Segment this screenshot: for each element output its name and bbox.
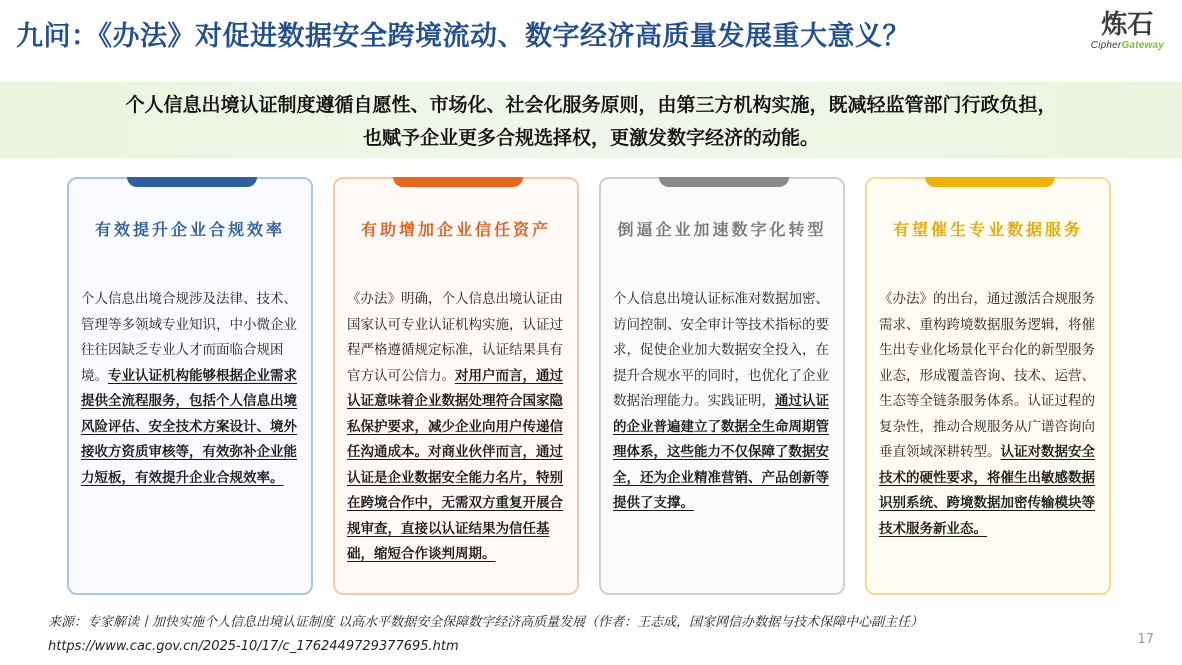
card-data-services xyxy=(865,177,1111,595)
logo-sub-b: Gateway xyxy=(1121,40,1164,51)
page-number: 17 xyxy=(1137,632,1154,647)
source-text: 来源：专家解读丨加快实施个人信息出境认证制度 以高水平数据安全保障数字经济高质量发展（作者：王志成，国家网信办数据与技术保障中心副主任） xyxy=(48,615,924,630)
logo-name: 炼石 xyxy=(1101,10,1154,40)
card-compliance-efficiency xyxy=(67,177,313,595)
card-heading: 有助增加企业信任资产 xyxy=(360,220,551,239)
summary-line-1: 个人信息出境认证制度遵循自愿性、市场化、社会化服务原则，由第三方机构实施，既减轻监管部门行政负担， xyxy=(125,94,1057,116)
card-text: 个人信息出境认证标准对数据加密、访问控制、安全审计等技术指标的要求，促使企业加大数据安全投入，在提升合规水平的同时，也优化了企业数据治理能力。实践证明， xyxy=(613,291,829,409)
card-text: 《办法》的出台，通过激活合规服务需求、重构跨境数据服务逻辑，将催生出专业化场景化平台化的新型服务业态，形成覆盖咨询、技术、运营、生态等全链条服务体系。认证过程的复杂性，推动合规服务从广谱咨询向垂直领域深耕转型。 xyxy=(879,291,1095,460)
card-text: 个人信息出境合规涉及法律、技术、管理等多领域专业知识，中小微企业往往因缺乏专业人才而面临合规困境。 xyxy=(81,291,297,384)
card-emphasis: 认证对数据安全技术的硬性要求，将催生出敏感数据识别系统、跨境数据加密传输模块等技术服务新业态。 xyxy=(879,444,1095,537)
card-tab xyxy=(393,177,523,187)
card-text: 《办法》明确，个人信息出境认证由国家认可专业认证机构实施，认证过程严格遵循规定标准，认证结果具有官方认可公信力。 xyxy=(347,291,563,384)
card-tab xyxy=(659,177,789,187)
source-citation xyxy=(48,611,923,659)
card-digital-transformation xyxy=(599,177,845,595)
summary-line-2: 也赋予企业更多合规选择权，更激发数字经济的动能。 xyxy=(362,127,819,149)
logo-subtitle xyxy=(1091,40,1164,51)
card-body xyxy=(879,287,1105,542)
card-heading: 有效提升企业合规效率 xyxy=(94,220,285,239)
brand-logo xyxy=(1091,10,1164,51)
card-heading: 有望催生专业数据服务 xyxy=(892,220,1083,239)
card-emphasis: 对用户而言，通过认证意味着企业数据处理符合国家隐私保护要求，减少企业向用户传递信任沟通成本。对商业伙伴而言，通过认证是企业数据安全能力名片，特别在跨境合作中，无需双方重复开展合规审查，直接以认证结果为信任基础，缩短合作谈判周期。 xyxy=(347,367,563,562)
card-trust-assets xyxy=(333,177,579,595)
card-body xyxy=(81,287,307,491)
card-tab xyxy=(925,177,1055,187)
summary-banner xyxy=(0,82,1182,158)
card-heading: 倒逼企业加速数字化转型 xyxy=(617,220,827,239)
logo-sub-a: Cipher xyxy=(1090,40,1122,51)
card-body xyxy=(347,287,573,568)
card-emphasis: 专业认证机构能够根据企业需求提供全流程服务，包括个人信息出境风险评估、安全技术方案设计、境外接收方资质审核等，有效弥补企业能力短板，有效提升企业合规效率。 xyxy=(81,367,297,486)
card-tab xyxy=(127,177,257,187)
card-body xyxy=(613,287,839,517)
source-url: https://www.cac.gov.cn/2025-10/17/c_1762449729377695.htm xyxy=(48,639,459,654)
slide-title: 九问：《办法》对促进数据安全跨境流动、数字经济高质量发展重大意义？ xyxy=(16,21,910,52)
card-emphasis: 通过认证的企业普遍建立了数据全生命周期管理体系，这些能力不仅保障了数据安全，还为企业精准营销、产品创新等提供了支撑。 xyxy=(613,393,829,511)
